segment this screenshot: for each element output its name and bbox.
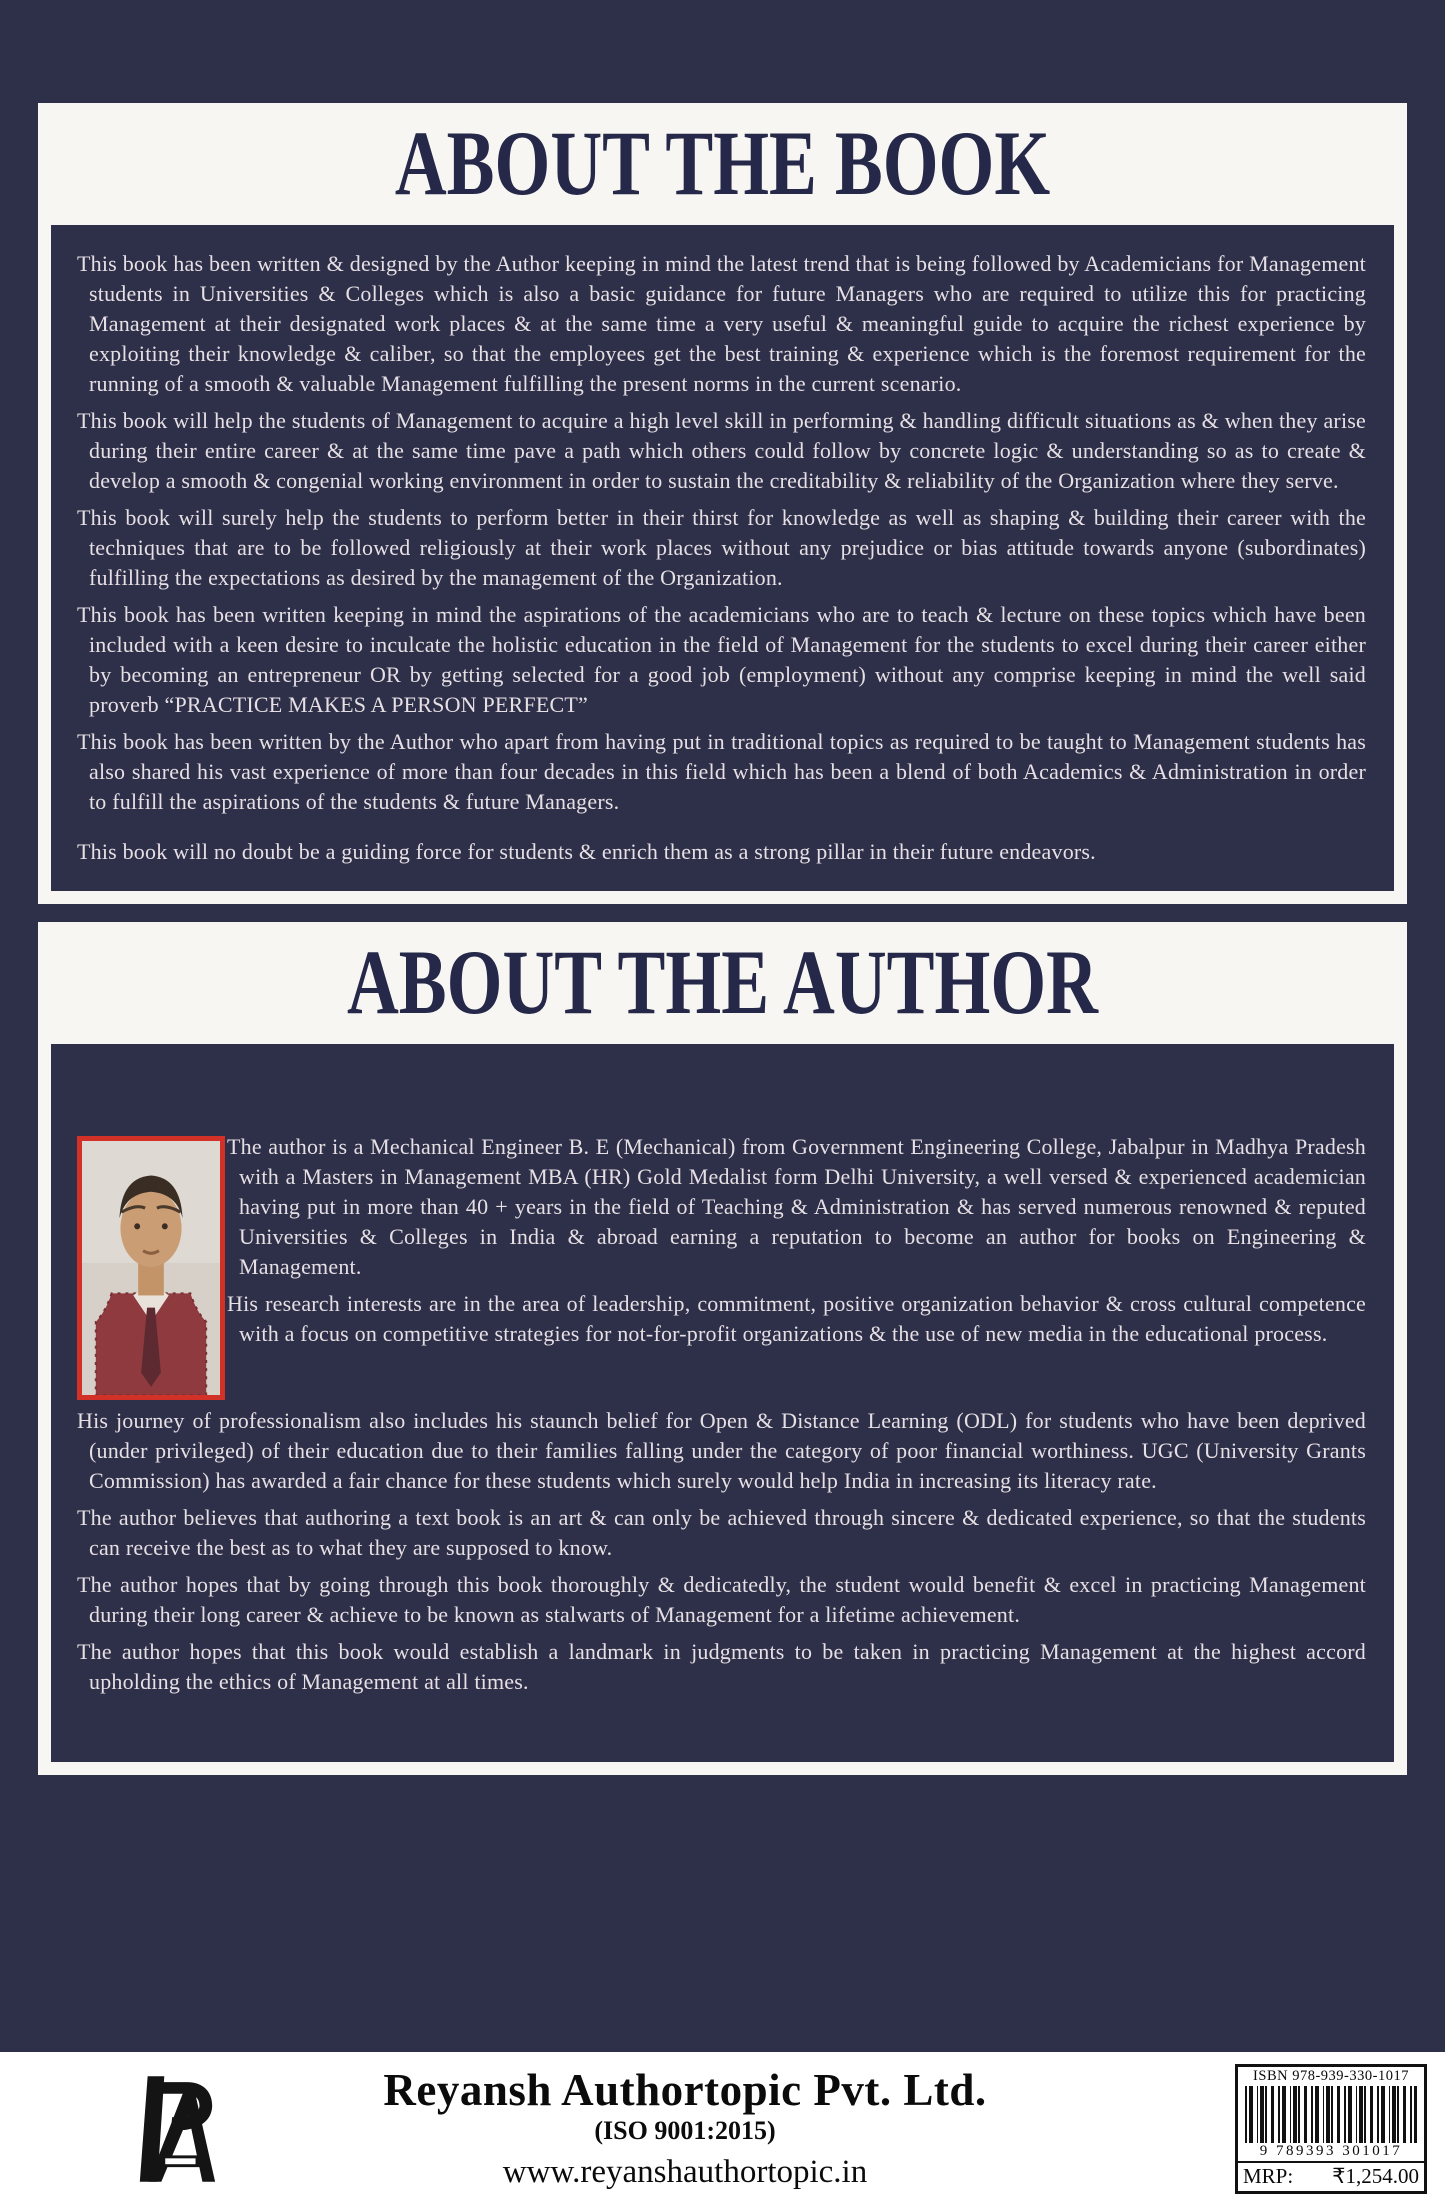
about-author-paragraph: The author believes that authoring a text book is an art & can only be achieved through sincere & dedicated experience, so that the students can receive the best as to what they are supposed to know. xyxy=(77,1505,1366,1560)
iso-certification: (ISO 9001:2015) xyxy=(594,2116,776,2145)
isbn-barcode xyxy=(1235,2064,1427,2194)
publisher-footer xyxy=(0,2052,1445,2206)
isbn-number: ISBN 978-939-330-1017 xyxy=(1253,2068,1409,2084)
about-book-paragraph: This book will surely help the students to perform better in their thirst for knowledge as well as shaping & building their career with the techniques that are to be followed religiously at their work places without any prejudice or bias attitude towards anyone (subordinates) fulfilling the expectations as desired by the management of the Organization. xyxy=(77,505,1366,590)
about-author-paragraph: The author is a Mechanical Engineer B. E (Mechanical) from Government Engineering College, Jabalpur in Madhya Pradesh with a Masters in Management MBA (HR) Gold Medalist form Delhi University, a well versed & experienced academician having put in more than 40 + years in the field of Teaching & Administration & has served numerous renowned & reputed Universities & Colleges in India & abroad earning a reputation to become an author for books on Engineering & Management. xyxy=(227,1134,1366,1279)
about-book-title: ABOUT THE BOOK xyxy=(394,112,1051,214)
barcode-digits: 9 789393 301017 xyxy=(1259,2143,1403,2159)
about-author-paragraph: The author hopes that by going through this book thoroughly & dedicatedly, the student would benefit & excel in practicing Management during their long career & achieve to be known as stalwarts of Management for a lifetime achievement. xyxy=(77,1572,1366,1627)
barcode-bars xyxy=(1245,2086,1417,2143)
about-book-paragraph: This book has been written by the Author who apart from having put in traditional topics as required to be taught to Management students has also shared his vast experience of more than four decades in this field which has been a blend of both Academics & Administration in order to fulfill the aspirations of the students & future Managers. xyxy=(77,729,1366,814)
publisher-name: Reyansh Authortopic Pvt. Ltd. xyxy=(383,2065,987,2115)
author-portrait-graphic xyxy=(82,1141,220,1395)
publisher-text-block xyxy=(0,2052,1370,2206)
about-author-body xyxy=(51,1044,1394,1762)
about-book-section xyxy=(38,103,1407,904)
about-book-paragraph: This book will help the students of Management to acquire a high level skill in performing & handling difficult situations as & when they arise during their entire career & at the same time pave a path which others could follow by concrete logic & understanding so as to create & develop a smooth & congenial working environment in order to sustain the creditability & reliability of the Organization where they serve. xyxy=(77,408,1366,493)
about-book-paragraph: This book will no doubt be a guiding force for students & enrich them as a strong pillar in their future endeavors. xyxy=(77,839,1096,864)
about-author-paragraph: His journey of professionalism also includes his staunch belief for Open & Distance Learning (ODL) for students who have been deprived (under privileged) of their education due to their families falling under the category of poor financial worthiness. UGC (University Grants Commission) has awarded a fair chance for these students which surely would help India in increasing its literacy rate. xyxy=(77,1408,1366,1493)
mrp-value: ₹1,254.00 xyxy=(1332,2164,1419,2188)
about-author-section xyxy=(38,922,1407,1775)
mrp-row xyxy=(1238,2161,1424,2191)
about-author-title: ABOUT THE AUTHOR xyxy=(346,931,1099,1033)
about-book-paragraph: This book has been written keeping in mind the aspirations of the academicians who are to teach & lecture on these topics which have been included with a keen desire to inculcate the holistic education in the field of Management for the students to excel during their career either by becoming an entrepreneur OR by getting selected for a good job (employment) without any comprise keeping in mind the well said proverb “PRACTICE MAKES A PERSON PERFECT” xyxy=(77,602,1366,717)
about-book-paragraph: This book has been written & designed by the Author keeping in mind the latest trend that is being followed by Academicians for Management students in Universities & Colleges which is also a basic guidance for future Managers who are required to utilize this for practicing Management at their designated work places & at the same time a very useful & meaningful guide to acquire the richest experience by exploiting their knowledge & caliber, so that the employees get the best training & experience which is the foremost requirement for the running of a smooth & valuable Management fulfilling the present norms in the current scenario. xyxy=(77,251,1366,396)
about-book-body xyxy=(51,225,1394,891)
mrp-label: MRP: xyxy=(1243,2164,1294,2188)
about-author-paragraph: The author hopes that this book would establish a landmark in judgments to be taken in practicing Management at the highest accord upholding the ethics of Management at all times. xyxy=(77,1639,1366,1694)
publisher-website: www.reyanshauthortopic.in xyxy=(502,2154,868,2190)
about-author-paragraph: His research interests are in the area of leadership, commitment, positive organization behavior & cross cultural competence with a focus on competitive strategies for not-for-profit organizations & the use of new media in the educational process. xyxy=(227,1291,1366,1346)
author-photo xyxy=(77,1136,225,1400)
